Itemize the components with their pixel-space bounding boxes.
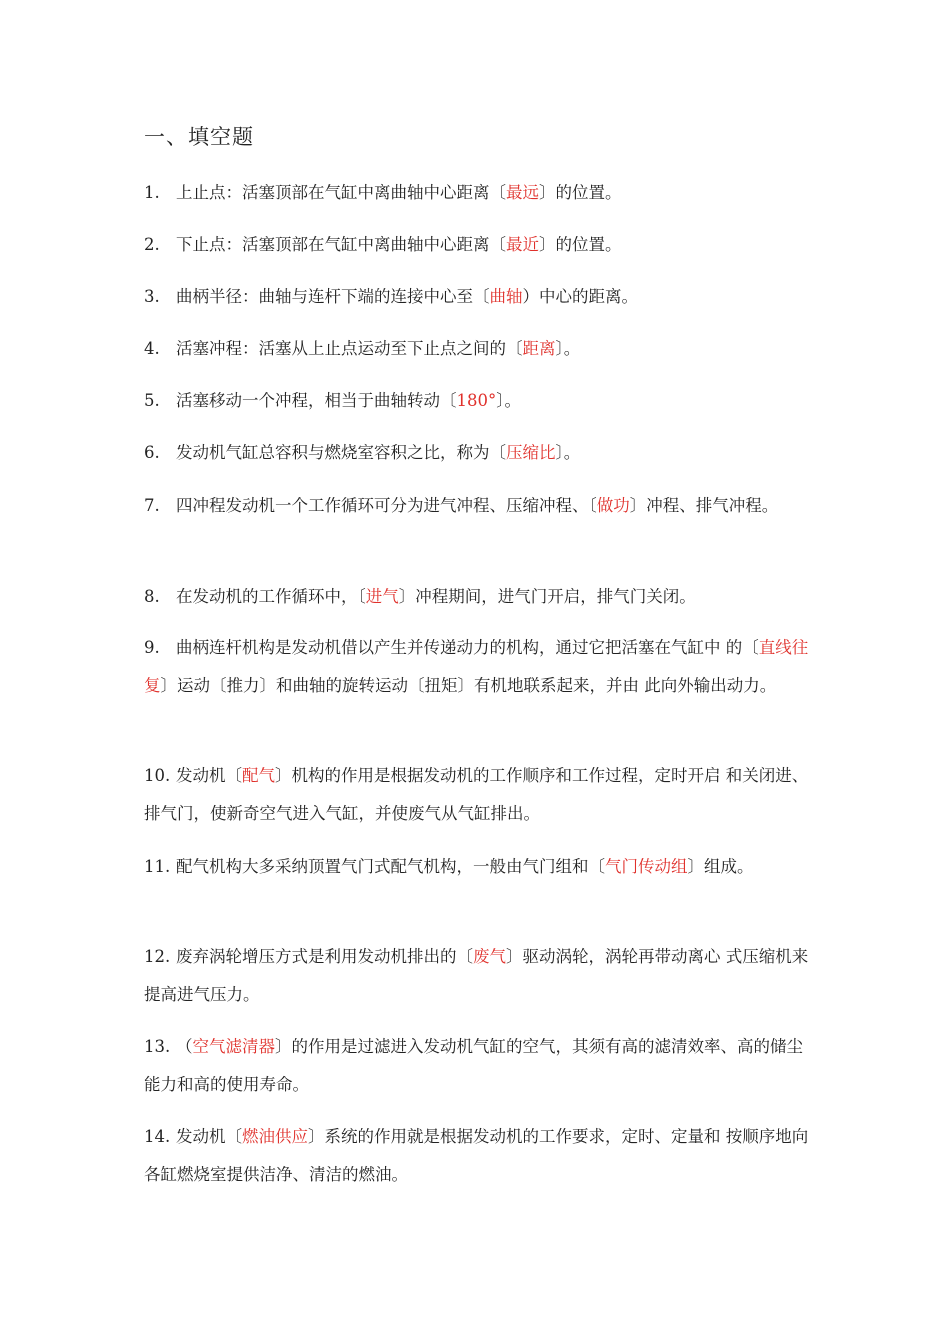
question-item: [144, 757, 809, 833]
question-item: [144, 487, 809, 525]
answer-text: 气门传动组: [605, 857, 688, 876]
question-text-after: 组成。: [704, 857, 754, 876]
question-item: [144, 382, 809, 420]
bracket-close: 〕: [398, 587, 416, 606]
question-number: 13.: [144, 1037, 171, 1056]
bracket-open: 〔: [456, 947, 473, 966]
question-item: [144, 629, 809, 705]
question-text: 发动机气缸总容积与燃烧室容积之比，称为: [176, 443, 490, 462]
question-text: 发动机: [176, 766, 226, 785]
question-text-after: 机构的作用是根据发动机的工作顺序和工作过程，定时开启 和关闭进、排气门，使新奇空气进入气缸，并使废气从气缸排出。: [144, 766, 809, 823]
question-text: 发动机: [176, 1127, 226, 1146]
bracket-close: 〕: [555, 339, 564, 358]
bracket-open: 〔: [506, 339, 523, 358]
answer-text: 直线往复: [144, 638, 809, 695]
answer-text: 压缩比: [506, 443, 556, 462]
question-text: 在发动机的工作循环中，: [176, 587, 358, 606]
question-number: 14.: [144, 1127, 171, 1146]
question-text-after: 运动〔推力〕和曲轴的旋转运动〔扭矩〕有机地联系起来，并由 此向外输出动力。: [177, 676, 777, 695]
question-text-after: 的位置。: [555, 183, 622, 202]
question-text-after: 冲程、排气冲程。: [646, 496, 779, 515]
answer-text: 做功: [596, 496, 630, 515]
question-text-after: 。: [504, 391, 521, 410]
bracket-open: 〔: [357, 587, 366, 606]
bracket-close: 〕: [555, 443, 564, 462]
bracket-open: 〔: [588, 496, 597, 515]
answer-text: 曲轴: [489, 287, 523, 306]
question-text: 下止点：活塞顶部在气缸中离曲轴中心距离: [176, 235, 490, 254]
answer-text: 燃油供应: [242, 1127, 308, 1146]
bracket-open: 〔: [489, 235, 506, 254]
bracket-close: 〕: [687, 857, 704, 876]
question-text-after: 驱动涡轮，涡轮再带动离心 式压缩机来提高进气压力。: [144, 947, 809, 1004]
bracket-close: 〕: [308, 1127, 325, 1146]
question-number: 7.: [144, 496, 160, 515]
bracket-open: 〔: [588, 857, 605, 876]
bracket-close: 〕: [275, 766, 292, 785]
bracket-open: 〔: [225, 1127, 242, 1146]
question-item: [144, 226, 809, 264]
question-number: 11.: [144, 857, 171, 876]
question-text: 曲柄连杆机构是发动机借以产生并传递动力的机构，通过它把活塞在气缸中 的: [176, 638, 743, 657]
question-number: 2.: [144, 235, 160, 254]
question-text-after: 。: [563, 339, 581, 358]
answer-text: 配气: [242, 766, 275, 785]
question-item: [144, 1028, 809, 1104]
question-text-after: 中心的距离。: [539, 287, 638, 306]
question-text: 活塞冲程：活塞从上止点运动至下止点之间的: [176, 339, 506, 358]
bracket-close: 〕: [496, 391, 505, 410]
answer-text: 距离: [522, 339, 556, 358]
question-item: [144, 174, 809, 212]
bracket-close: 〕: [629, 496, 647, 515]
question-text: 废弃涡轮增压方式是利用发动机排出的: [176, 947, 457, 966]
question-item: [144, 278, 809, 316]
question-text-after: 冲程期间，进气门开启，排气门关闭。: [415, 587, 696, 606]
question-text: 四冲程发动机一个工作循环可分为进气冲程、压缩冲程、: [176, 496, 589, 515]
bracket-close: 〕: [275, 1037, 292, 1056]
bracket-open: 〔: [473, 287, 490, 306]
bracket-close: 〕: [539, 235, 556, 254]
bracket-open: 〔: [489, 183, 506, 202]
bracket-close: 〕: [506, 947, 523, 966]
question-text-after: 系统的作用就是根据发动机的工作要求，定时、定量和 按顺序地向各缸燃烧室提供洁净、清洁的燃油。: [144, 1127, 809, 1184]
question-number: 12.: [144, 947, 171, 966]
question-number: 5.: [144, 391, 160, 410]
question-item: [144, 848, 809, 886]
question-number: 6.: [144, 443, 160, 462]
question-item: [144, 578, 809, 616]
bracket-open: 〔: [489, 443, 506, 462]
question-text-after: 的作用是过滤进入发动机气缸的空气，其须有高的滤清效率、高的储尘能力和高的使用寿命。: [144, 1037, 803, 1094]
question-number: 4.: [144, 339, 160, 358]
bracket-open: （: [176, 1037, 193, 1056]
question-number: 1.: [144, 183, 160, 202]
bracket-close: ）: [522, 287, 539, 306]
question-text: 活塞移动一个冲程，相当于曲轴转动: [176, 391, 440, 410]
question-number: 8.: [144, 587, 160, 606]
question-number: 3.: [144, 287, 160, 306]
question-item: [144, 1118, 809, 1194]
question-text: 曲柄半径：曲轴与连杆下端的连接中心至: [176, 287, 473, 306]
section-title: 一、填空题: [144, 125, 254, 149]
question-text: 配气机构大多采纳顶置气门式配气机构，一般由气门组和: [176, 857, 589, 876]
question-number: 9.: [144, 638, 160, 657]
answer-text: 最远: [506, 183, 539, 202]
question-text: 上止点：活塞顶部在气缸中离曲轴中心距离: [176, 183, 490, 202]
bracket-open: 〔: [742, 638, 759, 657]
answer-text: 空气滤清器: [192, 1037, 275, 1056]
question-item: [144, 434, 809, 472]
answer-text: 进气: [365, 587, 399, 606]
bracket-close: 〕: [160, 676, 177, 695]
answer-text: 废气: [473, 947, 506, 966]
question-text-after: 的位置。: [555, 235, 622, 254]
question-item: [144, 938, 809, 1014]
answer-text: 180°: [456, 391, 497, 410]
answer-text: 最近: [506, 235, 539, 254]
question-text-after: 。: [563, 443, 581, 462]
question-number: 10.: [144, 766, 171, 785]
question-item: [144, 330, 809, 368]
bracket-open: 〔: [225, 766, 242, 785]
bracket-open: 〔: [440, 391, 457, 410]
bracket-close: 〕: [539, 183, 556, 202]
